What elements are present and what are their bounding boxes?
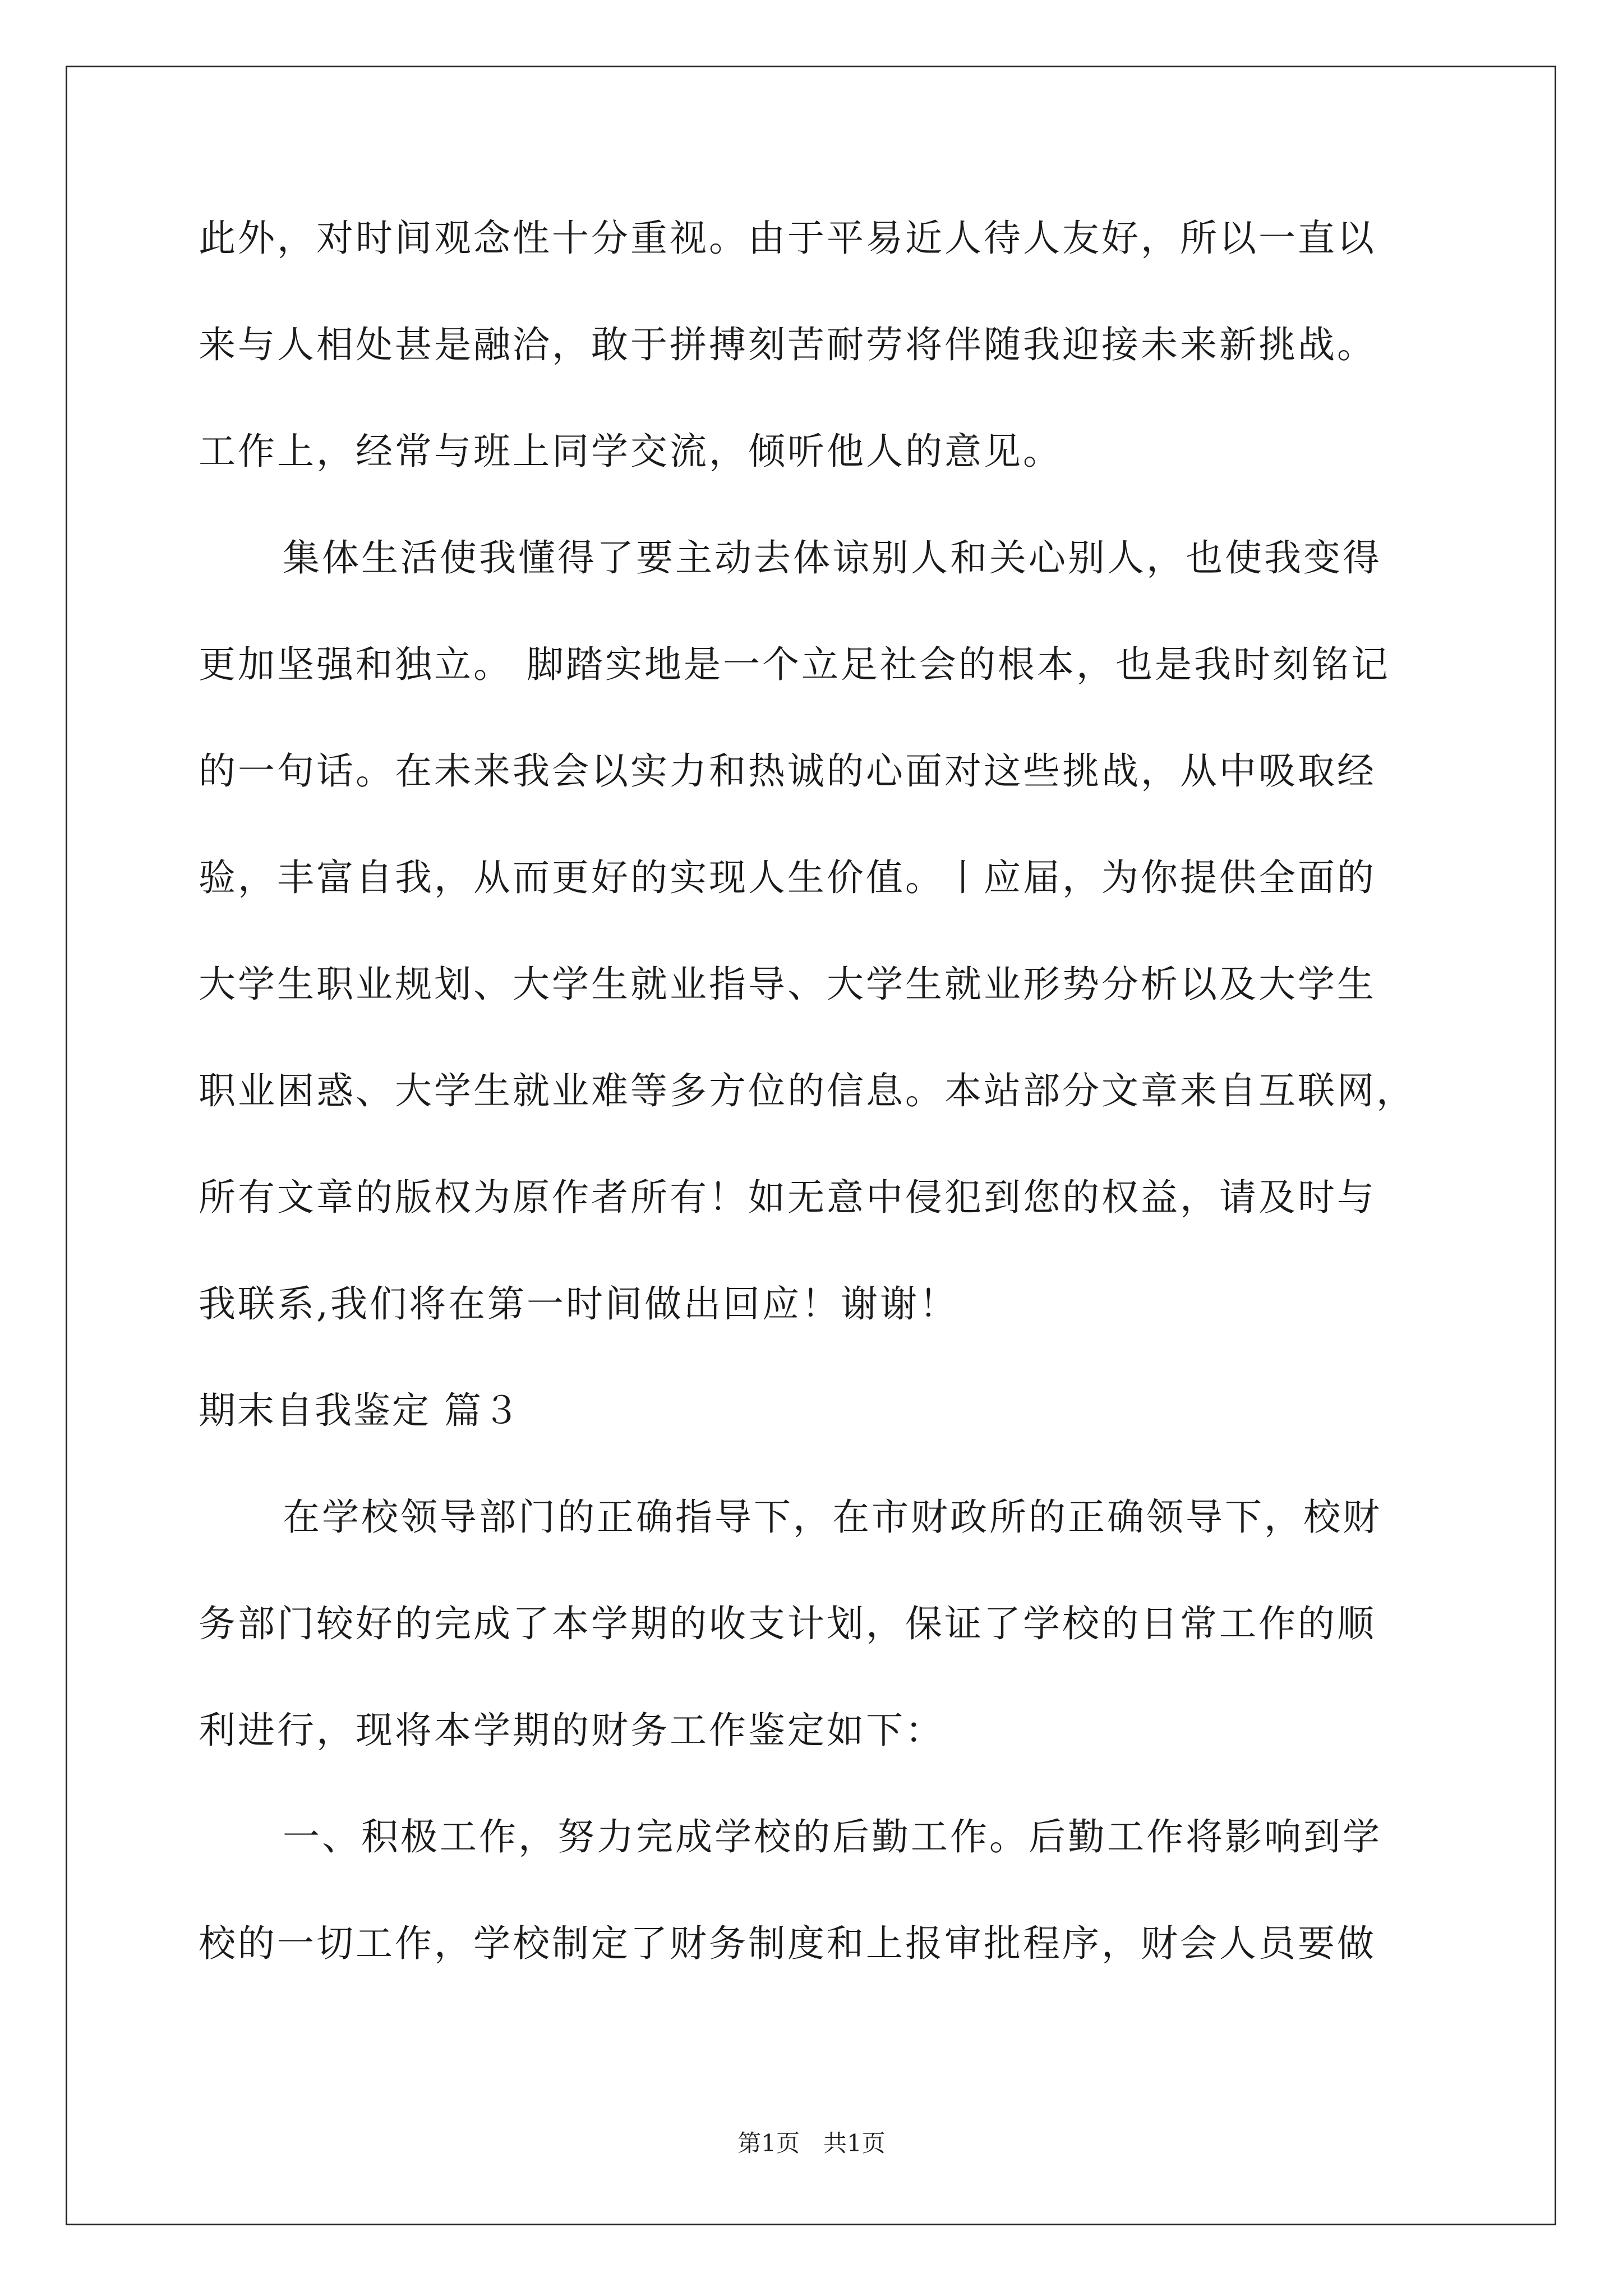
text-line: 验，丰富自我，从而更好的实现人生价值。丨应届，为你提供全面的	[199, 856, 1376, 899]
text-line: 此外，对时间观念性十分重视。由于平易近人待人友好，所以一直以	[199, 217, 1376, 260]
text-line: 校的一切工作，学校制定了财务制度和上报审批程序，财会人员要做	[199, 1922, 1376, 1965]
text-line: 职业困惑、大学生就业难等多方位的信息。本站部分文章来自互联网，	[199, 1069, 1415, 1112]
document-body	[199, 217, 1432, 2032]
text-line: 务部门较好的完成了本学期的收支计划，保证了学校的日常工作的顺	[199, 1602, 1376, 1645]
text-line: 一、积极工作，努力完成学校的后勤工作。后勤工作将影响到学	[283, 1815, 1382, 1858]
text-line: 利进行，现将本学期的财务工作鉴定如下：	[199, 1709, 944, 1752]
text-line: 在学校领导部门的正确指导下，在市财政所的正确领导下，校财	[283, 1496, 1382, 1539]
text-line: 工作上，经常与班上同学交流，倾听他人的意见。	[199, 430, 1062, 473]
text-line: 集体生活使我懂得了要主动去体谅别人和关心别人，也使我变得	[283, 536, 1382, 579]
page-number-footer: 第1页 共1页	[737, 2129, 886, 2157]
text-line: 的一句话。在未来我会以实力和热诚的心面对这些挑战，从中吸取经	[199, 749, 1376, 793]
text-line: 更加坚强和独立。 脚踏实地是一个立足社会的根本，也是我时刻铭记	[199, 643, 1390, 686]
text-line: 大学生职业规划、大学生就业指导、大学生就业形势分析以及大学生	[199, 963, 1376, 1006]
text-line: 所有文章的版权为原作者所有！如无意中侵犯到您的权益，请及时与	[199, 1176, 1376, 1219]
section-heading: 期末自我鉴定 篇３	[199, 1389, 522, 1432]
text-line: 来与人相处甚是融洽，敢于拼搏刻苦耐劳将伴随我迎接未来新挑战。	[199, 323, 1376, 366]
text-line: 我联系,我们将在第一时间做出回应！谢谢！	[199, 1282, 958, 1326]
